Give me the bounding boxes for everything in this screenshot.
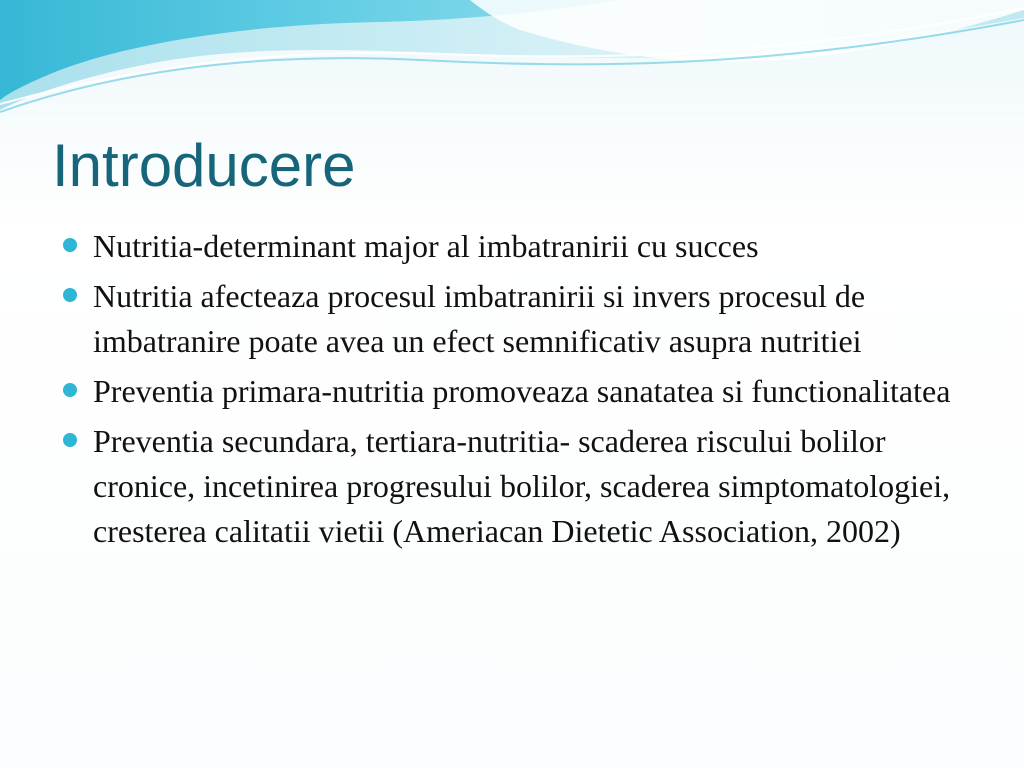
- bullet-text: Nutritia-determinant major al imbatranirii cu succes: [93, 228, 759, 264]
- header-wave-decoration: [0, 0, 1024, 130]
- bullet-item: [62, 419, 967, 554]
- bullet-list: [62, 224, 967, 559]
- bullet-marker-icon: [63, 433, 77, 447]
- bullet-item: [62, 224, 967, 269]
- bullet-marker-icon: [63, 383, 77, 397]
- bullet-item: [62, 274, 967, 364]
- slide-title: Introducere: [52, 132, 356, 199]
- bullet-text: Preventia primara-nutritia promoveaza sanatatea si functionalitatea: [93, 373, 951, 409]
- bullet-item: [62, 369, 967, 414]
- bullet-text: Nutritia afecteaza procesul imbatranirii si invers procesul de imbatranire poate avea un efect semnificativ asupra nutritiei: [93, 278, 866, 359]
- bullet-text: Preventia secundara, tertiara-nutritia- scaderea riscului bolilor cronice, incetinirea progresului bolilor, scaderea simptomatologiei, cresterea calitatii vietii (Ameriacan Dietetic Association, 2002): [93, 423, 951, 549]
- bullet-marker-icon: [63, 288, 77, 302]
- bullet-marker-icon: [63, 238, 77, 252]
